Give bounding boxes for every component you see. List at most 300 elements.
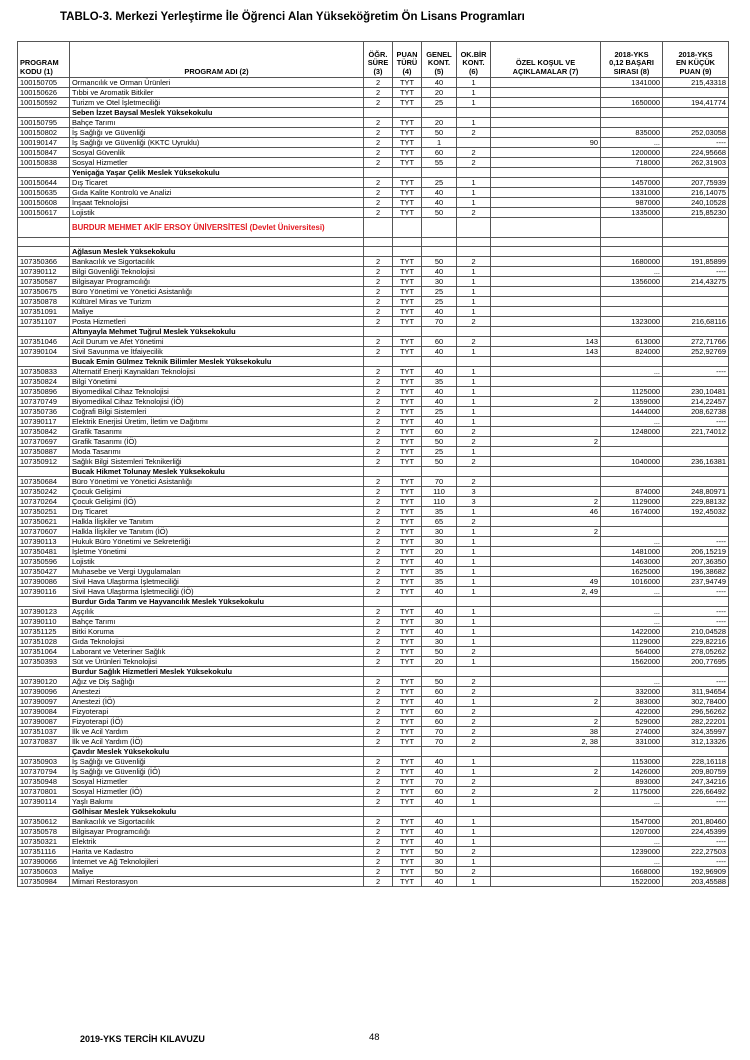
- cell-special-conditions: [491, 307, 601, 317]
- cell-min-score: [663, 307, 729, 317]
- cell-program-name: Elektrik Enerjisi Üretim, İletim ve Dağıtımı: [70, 417, 364, 427]
- cell-success-rank: ...: [601, 857, 663, 867]
- cell-score-type: TYT: [393, 867, 422, 877]
- cell-duration: 2: [364, 277, 393, 287]
- cell-special-conditions: [491, 387, 601, 397]
- cell-success-rank: [601, 447, 663, 457]
- table-row: [18, 877, 729, 887]
- cell-empty: [364, 747, 393, 757]
- cell-top-quota: 1: [457, 447, 491, 457]
- cell-empty: [364, 467, 393, 477]
- table-row: [18, 188, 729, 198]
- table-header-row: [18, 42, 729, 78]
- table-row: [18, 457, 729, 467]
- cell-empty: [457, 807, 491, 817]
- cell-min-score: 192,45032: [663, 507, 729, 517]
- table-row: [18, 307, 729, 317]
- cell-general-quota: 40: [422, 837, 457, 847]
- cell-top-quota: 1: [457, 637, 491, 647]
- cell-program-name: Anestezi (İÖ): [70, 697, 364, 707]
- cell-special-conditions: [491, 557, 601, 567]
- cell-score-type: TYT: [393, 377, 422, 387]
- cell-duration: 2: [364, 527, 393, 537]
- cell-special-conditions: [491, 377, 601, 387]
- cell-min-score: 200,77695: [663, 657, 729, 667]
- cell-score-type: TYT: [393, 527, 422, 537]
- cell-program-name: Bahçe Tarımı: [70, 617, 364, 627]
- cell-score-type: TYT: [393, 557, 422, 567]
- cell-program-code: 100190147: [18, 138, 70, 148]
- cell-empty: [18, 467, 70, 477]
- cell-empty: [457, 247, 491, 257]
- cell-min-score: [663, 297, 729, 307]
- cell-program-code: 107390097: [18, 697, 70, 707]
- cell-score-type: TYT: [393, 188, 422, 198]
- cell-special-conditions: [491, 208, 601, 218]
- cell-program-name: Büro Yönetimi ve Yönetici Asistanlığı: [70, 287, 364, 297]
- cell-success-rank: [601, 118, 663, 128]
- cell-success-rank: 718000: [601, 158, 663, 168]
- cell-min-score: 236,16381: [663, 457, 729, 467]
- cell-top-quota: 1: [457, 837, 491, 847]
- cell-program-name: İş Sağlığı ve Güvenliği: [70, 128, 364, 138]
- cell-top-quota: 1: [457, 757, 491, 767]
- cell-special-conditions: [491, 847, 601, 857]
- cell-success-rank: 1125000: [601, 387, 663, 397]
- cell-empty: [364, 247, 393, 257]
- cell-duration: 2: [364, 98, 393, 108]
- cell-program-code: 107390084: [18, 707, 70, 717]
- cell-duration: 2: [364, 697, 393, 707]
- cell-success-rank: 1207000: [601, 827, 663, 837]
- cell-score-type: TYT: [393, 138, 422, 148]
- table-row: [18, 577, 729, 587]
- table-row: [18, 607, 729, 617]
- cell-program-name: Halkla İlişkiler ve Tanıtım (İÖ): [70, 527, 364, 537]
- cell-program-code: 107351091: [18, 307, 70, 317]
- cell-score-type: TYT: [393, 407, 422, 417]
- table-row: [18, 837, 729, 847]
- cell-program-code: 107390110: [18, 617, 70, 627]
- cell-program-code: 100150644: [18, 178, 70, 188]
- cell-score-type: TYT: [393, 717, 422, 727]
- cell-min-score: 324,35997: [663, 727, 729, 737]
- cell-min-score: [663, 477, 729, 487]
- cell-score-type: TYT: [393, 88, 422, 98]
- cell-program-code: 107390066: [18, 857, 70, 867]
- cell-success-rank: ...: [601, 837, 663, 847]
- cell-success-rank: 1444000: [601, 407, 663, 417]
- cell-top-quota: 2: [457, 727, 491, 737]
- cell-special-conditions: 90: [491, 138, 601, 148]
- cell-duration: 2: [364, 367, 393, 377]
- cell-general-quota: 40: [422, 767, 457, 777]
- cell-score-type: TYT: [393, 777, 422, 787]
- cell-min-score: 206,15219: [663, 547, 729, 557]
- table-row: [18, 427, 729, 437]
- cell-empty: [457, 357, 491, 367]
- cell-program-code: 107350393: [18, 657, 70, 667]
- cell-score-type: TYT: [393, 98, 422, 108]
- cell-program-code: 107350578: [18, 827, 70, 837]
- cell-empty: [18, 327, 70, 337]
- table-row: [18, 367, 729, 377]
- cell-special-conditions: [491, 267, 601, 277]
- cell-success-rank: [601, 297, 663, 307]
- table-row: [18, 717, 729, 727]
- cell-duration: 2: [364, 727, 393, 737]
- cell-empty: [491, 807, 601, 817]
- cell-success-rank: 383000: [601, 697, 663, 707]
- cell-general-quota: 40: [422, 827, 457, 837]
- cell-empty: [18, 247, 70, 257]
- cell-min-score: 230,10481: [663, 387, 729, 397]
- cell-general-quota: 40: [422, 877, 457, 887]
- cell-success-rank: ...: [601, 607, 663, 617]
- cell-score-type: TYT: [393, 767, 422, 777]
- table-row: [18, 737, 729, 747]
- cell-min-score: [663, 527, 729, 537]
- cell-success-rank: [601, 88, 663, 98]
- cell-general-quota: 20: [422, 118, 457, 128]
- table-row: [18, 437, 729, 447]
- table-row: [18, 387, 729, 397]
- cell-general-quota: 40: [422, 267, 457, 277]
- cell-min-score: 191,85899: [663, 257, 729, 267]
- cell-top-quota: 1: [457, 397, 491, 407]
- cell-min-score: ----: [663, 267, 729, 277]
- school-name: Bucak Hikmet Tolunay Meslek Yüksekokulu: [70, 467, 364, 477]
- cell-top-quota: 1: [457, 307, 491, 317]
- table-row: [18, 847, 729, 857]
- cell-score-type: TYT: [393, 148, 422, 158]
- cell-duration: 2: [364, 427, 393, 437]
- cell-duration: 2: [364, 208, 393, 218]
- cell-empty: [601, 108, 663, 118]
- cell-general-quota: 50: [422, 208, 457, 218]
- cell-empty: [18, 597, 70, 607]
- cell-score-type: TYT: [393, 78, 422, 88]
- cell-success-rank: 1457000: [601, 178, 663, 188]
- cell-empty: [422, 218, 457, 238]
- cell-empty: [422, 747, 457, 757]
- cell-top-quota: 1: [457, 567, 491, 577]
- cell-duration: 2: [364, 827, 393, 837]
- table-row: [18, 158, 729, 168]
- cell-top-quota: 1: [457, 277, 491, 287]
- cell-general-quota: 20: [422, 547, 457, 557]
- cell-top-quota: 2: [457, 677, 491, 687]
- cell-success-rank: 1359000: [601, 397, 663, 407]
- cell-top-quota: 1: [457, 417, 491, 427]
- cell-program-code: 107350887: [18, 447, 70, 457]
- cell-empty: [18, 218, 70, 238]
- header-success-rank: 2018-YKS 0,12 BAŞARI SIRASI (8): [601, 42, 663, 78]
- cell-top-quota: 1: [457, 118, 491, 128]
- cell-empty: [457, 327, 491, 337]
- cell-empty: [601, 238, 663, 247]
- cell-duration: 2: [364, 138, 393, 148]
- cell-score-type: TYT: [393, 507, 422, 517]
- cell-score-type: TYT: [393, 367, 422, 377]
- cell-program-name: Anestezi: [70, 687, 364, 697]
- header-duration: ÖĞR. SÜRE (3): [364, 42, 393, 78]
- cell-min-score: 216,68116: [663, 317, 729, 327]
- section-row: [18, 597, 729, 607]
- cell-top-quota: 2: [457, 208, 491, 218]
- cell-general-quota: 20: [422, 88, 457, 98]
- cell-score-type: TYT: [393, 158, 422, 168]
- cell-special-conditions: [491, 567, 601, 577]
- cell-success-rank: 1422000: [601, 627, 663, 637]
- cell-program-code: 107350833: [18, 367, 70, 377]
- cell-top-quota: 1: [457, 547, 491, 557]
- table-row: [18, 687, 729, 697]
- table-row: [18, 317, 729, 327]
- cell-special-conditions: [491, 477, 601, 487]
- cell-empty: [393, 747, 422, 757]
- table-row: [18, 497, 729, 507]
- cell-top-quota: 2: [457, 427, 491, 437]
- table-row: [18, 277, 729, 287]
- cell-empty: [491, 667, 601, 677]
- cell-score-type: TYT: [393, 397, 422, 407]
- cell-general-quota: 60: [422, 687, 457, 697]
- cell-score-type: TYT: [393, 857, 422, 867]
- cell-duration: 2: [364, 877, 393, 887]
- table-row: [18, 557, 729, 567]
- cell-min-score: 247,34216: [663, 777, 729, 787]
- header-top-quota: OK.BİR KONT. (6): [457, 42, 491, 78]
- cell-success-rank: 1129000: [601, 497, 663, 507]
- cell-score-type: TYT: [393, 267, 422, 277]
- cell-program-name: Bilgisayar Programcılığı: [70, 277, 364, 287]
- cell-top-quota: 2: [457, 787, 491, 797]
- cell-program-code: 107370837: [18, 737, 70, 747]
- cell-success-rank: ...: [601, 417, 663, 427]
- cell-score-type: TYT: [393, 417, 422, 427]
- cell-success-rank: 1335000: [601, 208, 663, 218]
- cell-duration: 2: [364, 617, 393, 627]
- cell-empty: [663, 218, 729, 238]
- cell-empty: [18, 747, 70, 757]
- cell-min-score: ----: [663, 417, 729, 427]
- cell-general-quota: 70: [422, 737, 457, 747]
- cell-duration: 2: [364, 287, 393, 297]
- cell-success-rank: 331000: [601, 737, 663, 747]
- cell-top-quota: 1: [457, 377, 491, 387]
- cell-general-quota: 40: [422, 557, 457, 567]
- cell-special-conditions: 38: [491, 727, 601, 737]
- cell-program-code: 107350427: [18, 567, 70, 577]
- cell-empty: [457, 597, 491, 607]
- cell-duration: 2: [364, 477, 393, 487]
- cell-empty: [491, 168, 601, 178]
- cell-success-rank: 1175000: [601, 787, 663, 797]
- cell-program-name: Sosyal Hizmetler (İÖ): [70, 787, 364, 797]
- cell-program-name: Ormancılık ve Orman Ürünleri: [70, 78, 364, 88]
- cell-special-conditions: [491, 158, 601, 168]
- cell-min-score: 215,43318: [663, 78, 729, 88]
- cell-special-conditions: [491, 827, 601, 837]
- cell-duration: 2: [364, 297, 393, 307]
- cell-special-conditions: [491, 867, 601, 877]
- cell-min-score: 229,88132: [663, 497, 729, 507]
- cell-top-quota: 1: [457, 537, 491, 547]
- cell-duration: 2: [364, 517, 393, 527]
- cell-general-quota: 40: [422, 387, 457, 397]
- cell-min-score: 262,31903: [663, 158, 729, 168]
- cell-program-code: 100150617: [18, 208, 70, 218]
- cell-score-type: TYT: [393, 737, 422, 747]
- cell-min-score: [663, 377, 729, 387]
- cell-program-name: Grafik Tasarımı: [70, 427, 364, 437]
- cell-general-quota: 40: [422, 697, 457, 707]
- table-row: [18, 88, 729, 98]
- table-row: [18, 537, 729, 547]
- cell-min-score: 214,43275: [663, 277, 729, 287]
- university-row: [18, 218, 729, 238]
- cell-empty: [491, 467, 601, 477]
- cell-min-score: [663, 517, 729, 527]
- section-row: [18, 667, 729, 677]
- cell-empty: [457, 238, 491, 247]
- cell-top-quota: 2: [457, 337, 491, 347]
- cell-success-rank: [601, 437, 663, 447]
- cell-empty: [601, 218, 663, 238]
- cell-empty: [422, 597, 457, 607]
- cell-empty: [422, 667, 457, 677]
- cell-min-score: 278,05262: [663, 647, 729, 657]
- cell-program-name: Gıda Kalite Kontrolü ve Analizi: [70, 188, 364, 198]
- table-row: [18, 527, 729, 537]
- cell-empty: [663, 168, 729, 178]
- table-row: [18, 118, 729, 128]
- cell-program-code: 107350896: [18, 387, 70, 397]
- table-row: [18, 817, 729, 827]
- cell-empty: [601, 807, 663, 817]
- cell-score-type: TYT: [393, 827, 422, 837]
- header-general-quota: GENEL KONT. (5): [422, 42, 457, 78]
- school-name: Yeniçağa Yaşar Çelik Meslek Yüksekokulu: [70, 168, 364, 178]
- cell-program-name: Turizm ve Otel İşletmeciliği: [70, 98, 364, 108]
- cell-duration: 2: [364, 797, 393, 807]
- cell-general-quota: 40: [422, 417, 457, 427]
- cell-success-rank: [601, 517, 663, 527]
- cell-score-type: TYT: [393, 797, 422, 807]
- cell-score-type: TYT: [393, 427, 422, 437]
- cell-duration: 2: [364, 118, 393, 128]
- cell-min-score: [663, 88, 729, 98]
- cell-min-score: 240,10528: [663, 198, 729, 208]
- cell-duration: 2: [364, 607, 393, 617]
- cell-score-type: TYT: [393, 787, 422, 797]
- cell-empty: [457, 168, 491, 178]
- cell-score-type: TYT: [393, 657, 422, 667]
- cell-program-name: Kültürel Miras ve Turizm: [70, 297, 364, 307]
- table-row: [18, 857, 729, 867]
- cell-general-quota: 50: [422, 847, 457, 857]
- cell-success-rank: 1522000: [601, 877, 663, 887]
- table-body: [18, 78, 729, 887]
- cell-duration: 2: [364, 567, 393, 577]
- cell-program-code: 100150847: [18, 148, 70, 158]
- cell-program-name: İş Sağlığı ve Güvenliği (İÖ): [70, 767, 364, 777]
- cell-program-code: 107390113: [18, 537, 70, 547]
- cell-general-quota: 30: [422, 857, 457, 867]
- cell-program-code: 100150635: [18, 188, 70, 198]
- cell-general-quota: 60: [422, 787, 457, 797]
- cell-score-type: TYT: [393, 118, 422, 128]
- cell-program-name: Sivil Savunma ve İtfaiyecilik: [70, 347, 364, 357]
- table-row: [18, 777, 729, 787]
- cell-general-quota: 30: [422, 537, 457, 547]
- cell-program-code: 107350736: [18, 407, 70, 417]
- cell-special-conditions: [491, 88, 601, 98]
- cell-program-name: Moda Tasarımı: [70, 447, 364, 457]
- cell-program-name: Aşçılık: [70, 607, 364, 617]
- cell-duration: 2: [364, 257, 393, 267]
- cell-special-conditions: [491, 257, 601, 267]
- cell-success-rank: 564000: [601, 647, 663, 657]
- cell-min-score: 210,04528: [663, 627, 729, 637]
- cell-empty: [457, 667, 491, 677]
- cell-top-quota: 1: [457, 587, 491, 597]
- school-name: Burdur Gıda Tarım ve Hayvancılık Meslek Yüksekokulu: [70, 597, 364, 607]
- cell-special-conditions: 2: [491, 527, 601, 537]
- cell-program-name: Sağlık Bilgi Sistemleri Teknikerliği: [70, 457, 364, 467]
- cell-score-type: TYT: [393, 727, 422, 737]
- cell-empty: [393, 357, 422, 367]
- cell-program-name: Elektrik: [70, 837, 364, 847]
- cell-empty: [393, 597, 422, 607]
- cell-general-quota: 40: [422, 188, 457, 198]
- cell-general-quota: 70: [422, 777, 457, 787]
- cell-program-code: 107350612: [18, 817, 70, 827]
- cell-score-type: TYT: [393, 757, 422, 767]
- cell-min-score: 224,95668: [663, 148, 729, 158]
- cell-success-rank: 1668000: [601, 867, 663, 877]
- cell-duration: 2: [364, 737, 393, 747]
- cell-special-conditions: [491, 148, 601, 158]
- cell-special-conditions: [491, 707, 601, 717]
- cell-special-conditions: [491, 517, 601, 527]
- cell-empty: [663, 247, 729, 257]
- cell-top-quota: 1: [457, 797, 491, 807]
- cell-duration: 2: [364, 547, 393, 557]
- cell-empty: [364, 108, 393, 118]
- cell-score-type: TYT: [393, 517, 422, 527]
- cell-min-score: 203,45588: [663, 877, 729, 887]
- cell-score-type: TYT: [393, 457, 422, 467]
- cell-program-name: Alternatif Enerji Kaynakları Teknolojisi: [70, 367, 364, 377]
- cell-duration: 2: [364, 377, 393, 387]
- cell-success-rank: 1426000: [601, 767, 663, 777]
- cell-empty: [18, 357, 70, 367]
- cell-general-quota: 50: [422, 128, 457, 138]
- cell-success-rank: 1463000: [601, 557, 663, 567]
- school-name: Burdur Sağlık Hizmetleri Meslek Yüksekokulu: [70, 667, 364, 677]
- cell-success-rank: 332000: [601, 687, 663, 697]
- cell-min-score: ----: [663, 607, 729, 617]
- cell-empty: [364, 238, 393, 247]
- cell-special-conditions: [491, 607, 601, 617]
- table-row: [18, 297, 729, 307]
- cell-min-score: 209,80759: [663, 767, 729, 777]
- cell-min-score: ----: [663, 537, 729, 547]
- table-row: [18, 128, 729, 138]
- cell-program-code: 107390120: [18, 677, 70, 687]
